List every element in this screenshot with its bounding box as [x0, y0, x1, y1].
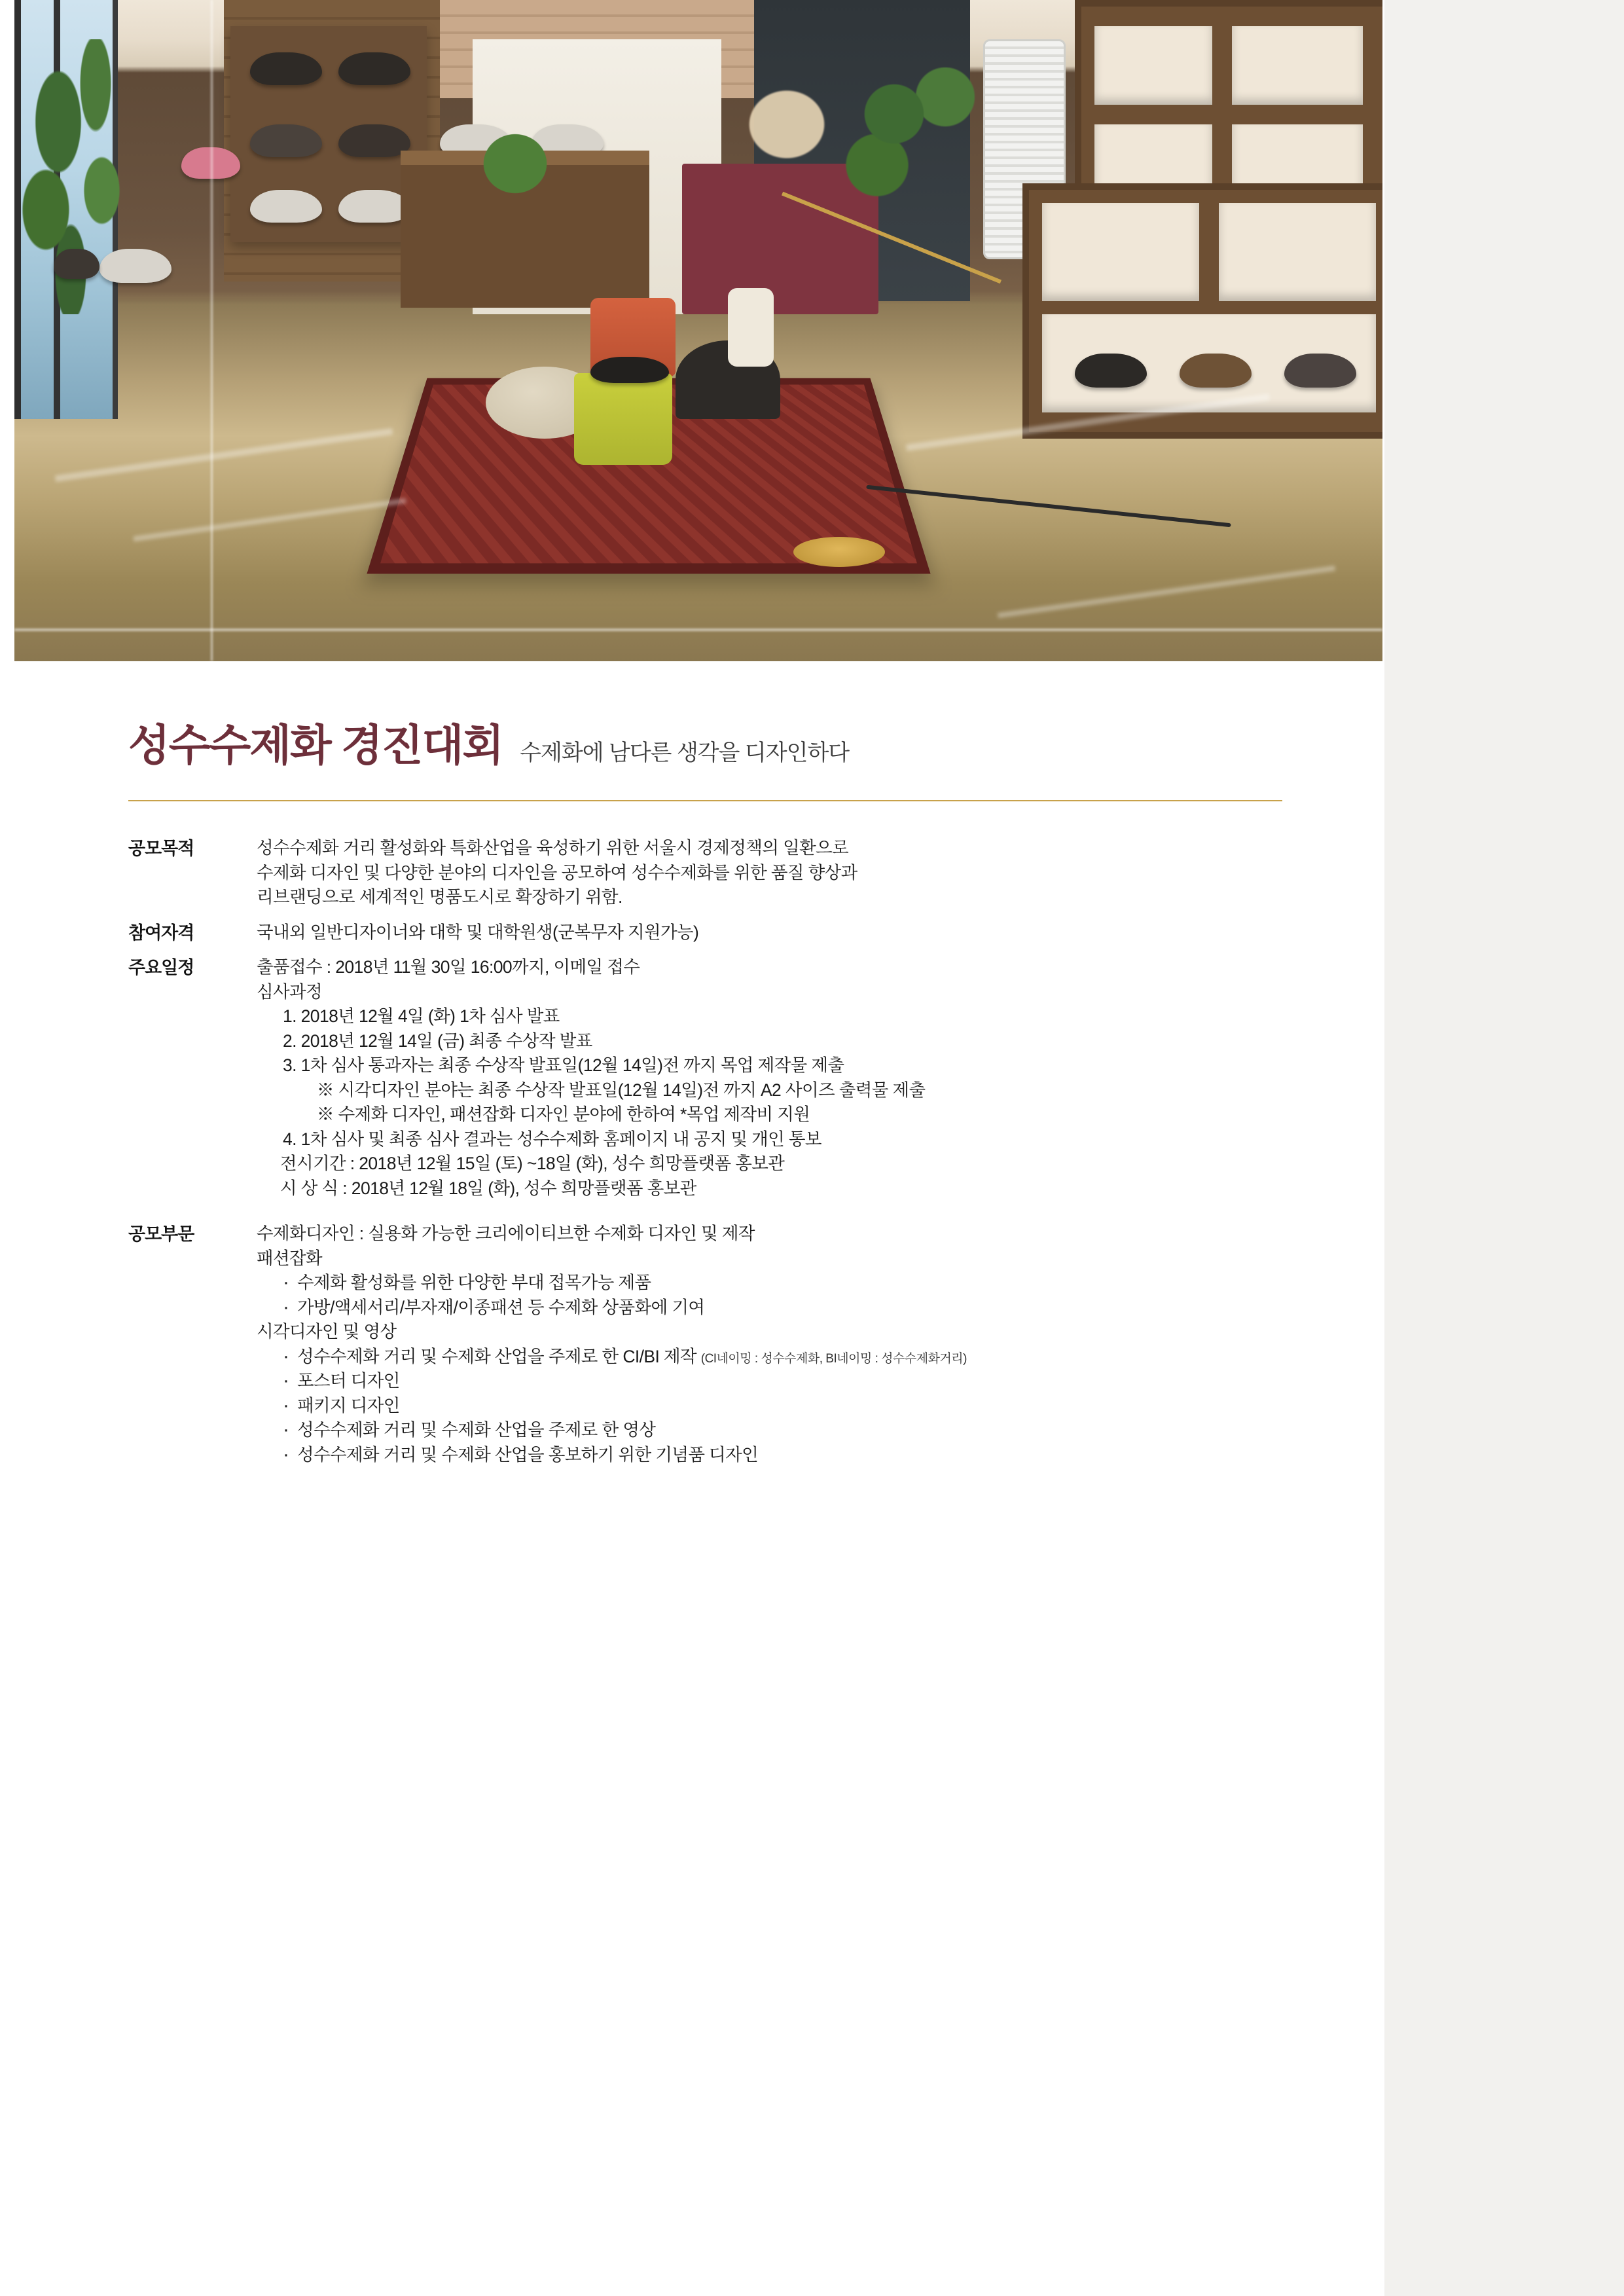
section-content — [257, 924, 1300, 949]
shoe-icon — [338, 190, 410, 223]
text-line: 출품접수 : 2018년 11월 30일 16:00까지, 이메일 접수 — [257, 957, 640, 977]
store-interior-image — [14, 0, 1382, 661]
gold-tray — [793, 537, 885, 567]
floor-reflection — [55, 428, 393, 482]
bullet-item — [257, 1348, 1300, 1366]
vase-icon — [728, 288, 774, 367]
section-schedule — [128, 958, 1300, 1204]
scan-crease — [14, 629, 1382, 631]
note-item: ※ 수제화 디자인, 패션잡화 디자인 분야에 한하여 *목업 제작비 지원 — [317, 1104, 810, 1124]
text-line: 수제화디자인 : 실용화 가능한 크리에이티브한 수제화 디자인 및 제작 — [257, 1224, 755, 1243]
section-content — [257, 839, 1300, 913]
scan-crease — [211, 0, 213, 661]
section-label: 주요일정 — [128, 958, 194, 977]
page-title — [128, 710, 1280, 773]
hero-photo — [14, 0, 1382, 661]
section-content — [257, 958, 1300, 1204]
note-item: ※ 시각디자인 분야는 최종 수상작 발표일(12월 14일)전 까지 A2 사이즈 출력물 제출 — [317, 1080, 926, 1100]
shelf-cell — [1094, 26, 1212, 105]
shoe-icon — [54, 249, 99, 279]
section-purpose — [128, 839, 1300, 913]
title-divider — [128, 800, 1282, 801]
section-content — [257, 1225, 1300, 1470]
bullet-item: · 포스터 디자인 — [257, 1372, 1300, 1390]
text-line: 심사과정 — [257, 981, 322, 1002]
bullet-item: · 성수수제화 거리 및 수제화 산업을 홍보하기 위한 기념품 디자인 — [257, 1446, 1300, 1464]
shoe-icon — [1180, 354, 1252, 388]
subheading: 시각디자인 및 영상 — [257, 1322, 397, 1341]
title-sub-text: 수제화에 남다른 생각을 디자인하다 — [520, 740, 850, 765]
numbered-item: 4. 1차 심사 및 최종 심사 결과는 성수수제화 홈페이지 내 공지 및 개인 통보 — [283, 1129, 821, 1149]
shoe-icon — [250, 190, 322, 223]
plant-tall-icon — [826, 46, 996, 216]
title-main-text: 성수수제화 경진대회 — [128, 721, 503, 769]
subheading: 패션잡화 — [257, 1248, 322, 1268]
plant-icon — [466, 118, 564, 210]
section-eligibility — [128, 924, 1300, 949]
text-line: 국내외 일반디자이너와 대학 및 대학원생(군복무자 지원가능) — [257, 922, 699, 942]
numbered-item: 2. 2018년 12월 14일 (금) 최종 수상작 발표 — [283, 1030, 592, 1051]
bullet-note: (CI네이밍 : 성수수제화, BI네이밍 : 성수수제화거리) — [700, 1351, 967, 1366]
numbered-item: 3. 1차 심사 통과자는 최종 수상작 발표일(12월 14일)전 까지 목업 제작물 제출 — [283, 1055, 844, 1075]
green-stool — [574, 373, 672, 465]
text-line: 시 상 식 : 2018년 12월 18일 (화), 성수 희망플랫폼 홍보관 — [280, 1178, 696, 1198]
shoe-icon — [250, 52, 322, 85]
shoe-icon — [250, 124, 322, 157]
shoe-icon — [338, 52, 410, 85]
section-categories — [128, 1225, 1300, 1470]
text-line: 리브랜딩으로 세계적인 명품도시로 확장하기 위함. — [257, 887, 623, 907]
document-body — [128, 839, 1300, 1481]
bullet-item: · 패키지 디자인 — [257, 1397, 1300, 1415]
text-line: 성수수제화 거리 활성화와 특화산업을 육성하기 위한 서울시 경제정책의 일환으로 — [257, 838, 849, 858]
shoe-icon — [1075, 354, 1147, 388]
shelf-cell — [1219, 203, 1376, 301]
floor-reflection — [133, 498, 406, 541]
numbered-item: 1. 2018년 12월 4일 (화) 1차 심사 발표 — [283, 1006, 560, 1026]
shelf-cell — [1232, 26, 1363, 105]
bullet-item: · 성수수제화 거리 및 수제화 산업을 주제로 한 영상 — [257, 1421, 1300, 1439]
bullet-item: · 수제화 활성화를 위한 다양한 부대 접목가능 제품 — [257, 1274, 1300, 1292]
section-label: 참여자격 — [128, 922, 194, 943]
shoe-icon — [338, 124, 410, 157]
shoe-icon — [590, 357, 669, 383]
text-line: 전시기간 : 2018년 12월 15일 (토) ~18일 (화), 성수 희망플랫폼 홍보관 — [280, 1154, 785, 1173]
wall-shelf-unit-lower — [1022, 183, 1382, 439]
bullet-text: 성수수제화 거리 및 수제화 산업을 주제로 한 CI/BI 제작 — [297, 1346, 696, 1366]
shoe-icon — [99, 249, 171, 283]
shelf-cell — [1042, 203, 1199, 301]
power-cord — [866, 485, 1231, 528]
text-line: 수제화 디자인 및 다양한 분야의 디자인을 공모하여 성수수제화를 위한 품질 향상과 — [257, 862, 857, 883]
floor-reflection — [998, 566, 1335, 618]
shoe-display-rack-left — [230, 26, 427, 242]
bullet-item: · 가방/액세서리/부자재/이종패션 등 수제화 상품화에 기여 — [257, 1299, 1300, 1317]
shoe-icon — [1284, 354, 1356, 388]
section-label: 공모목적 — [128, 839, 194, 858]
section-label: 공모부문 — [128, 1224, 194, 1244]
scanner-background — [1384, 0, 1624, 2296]
